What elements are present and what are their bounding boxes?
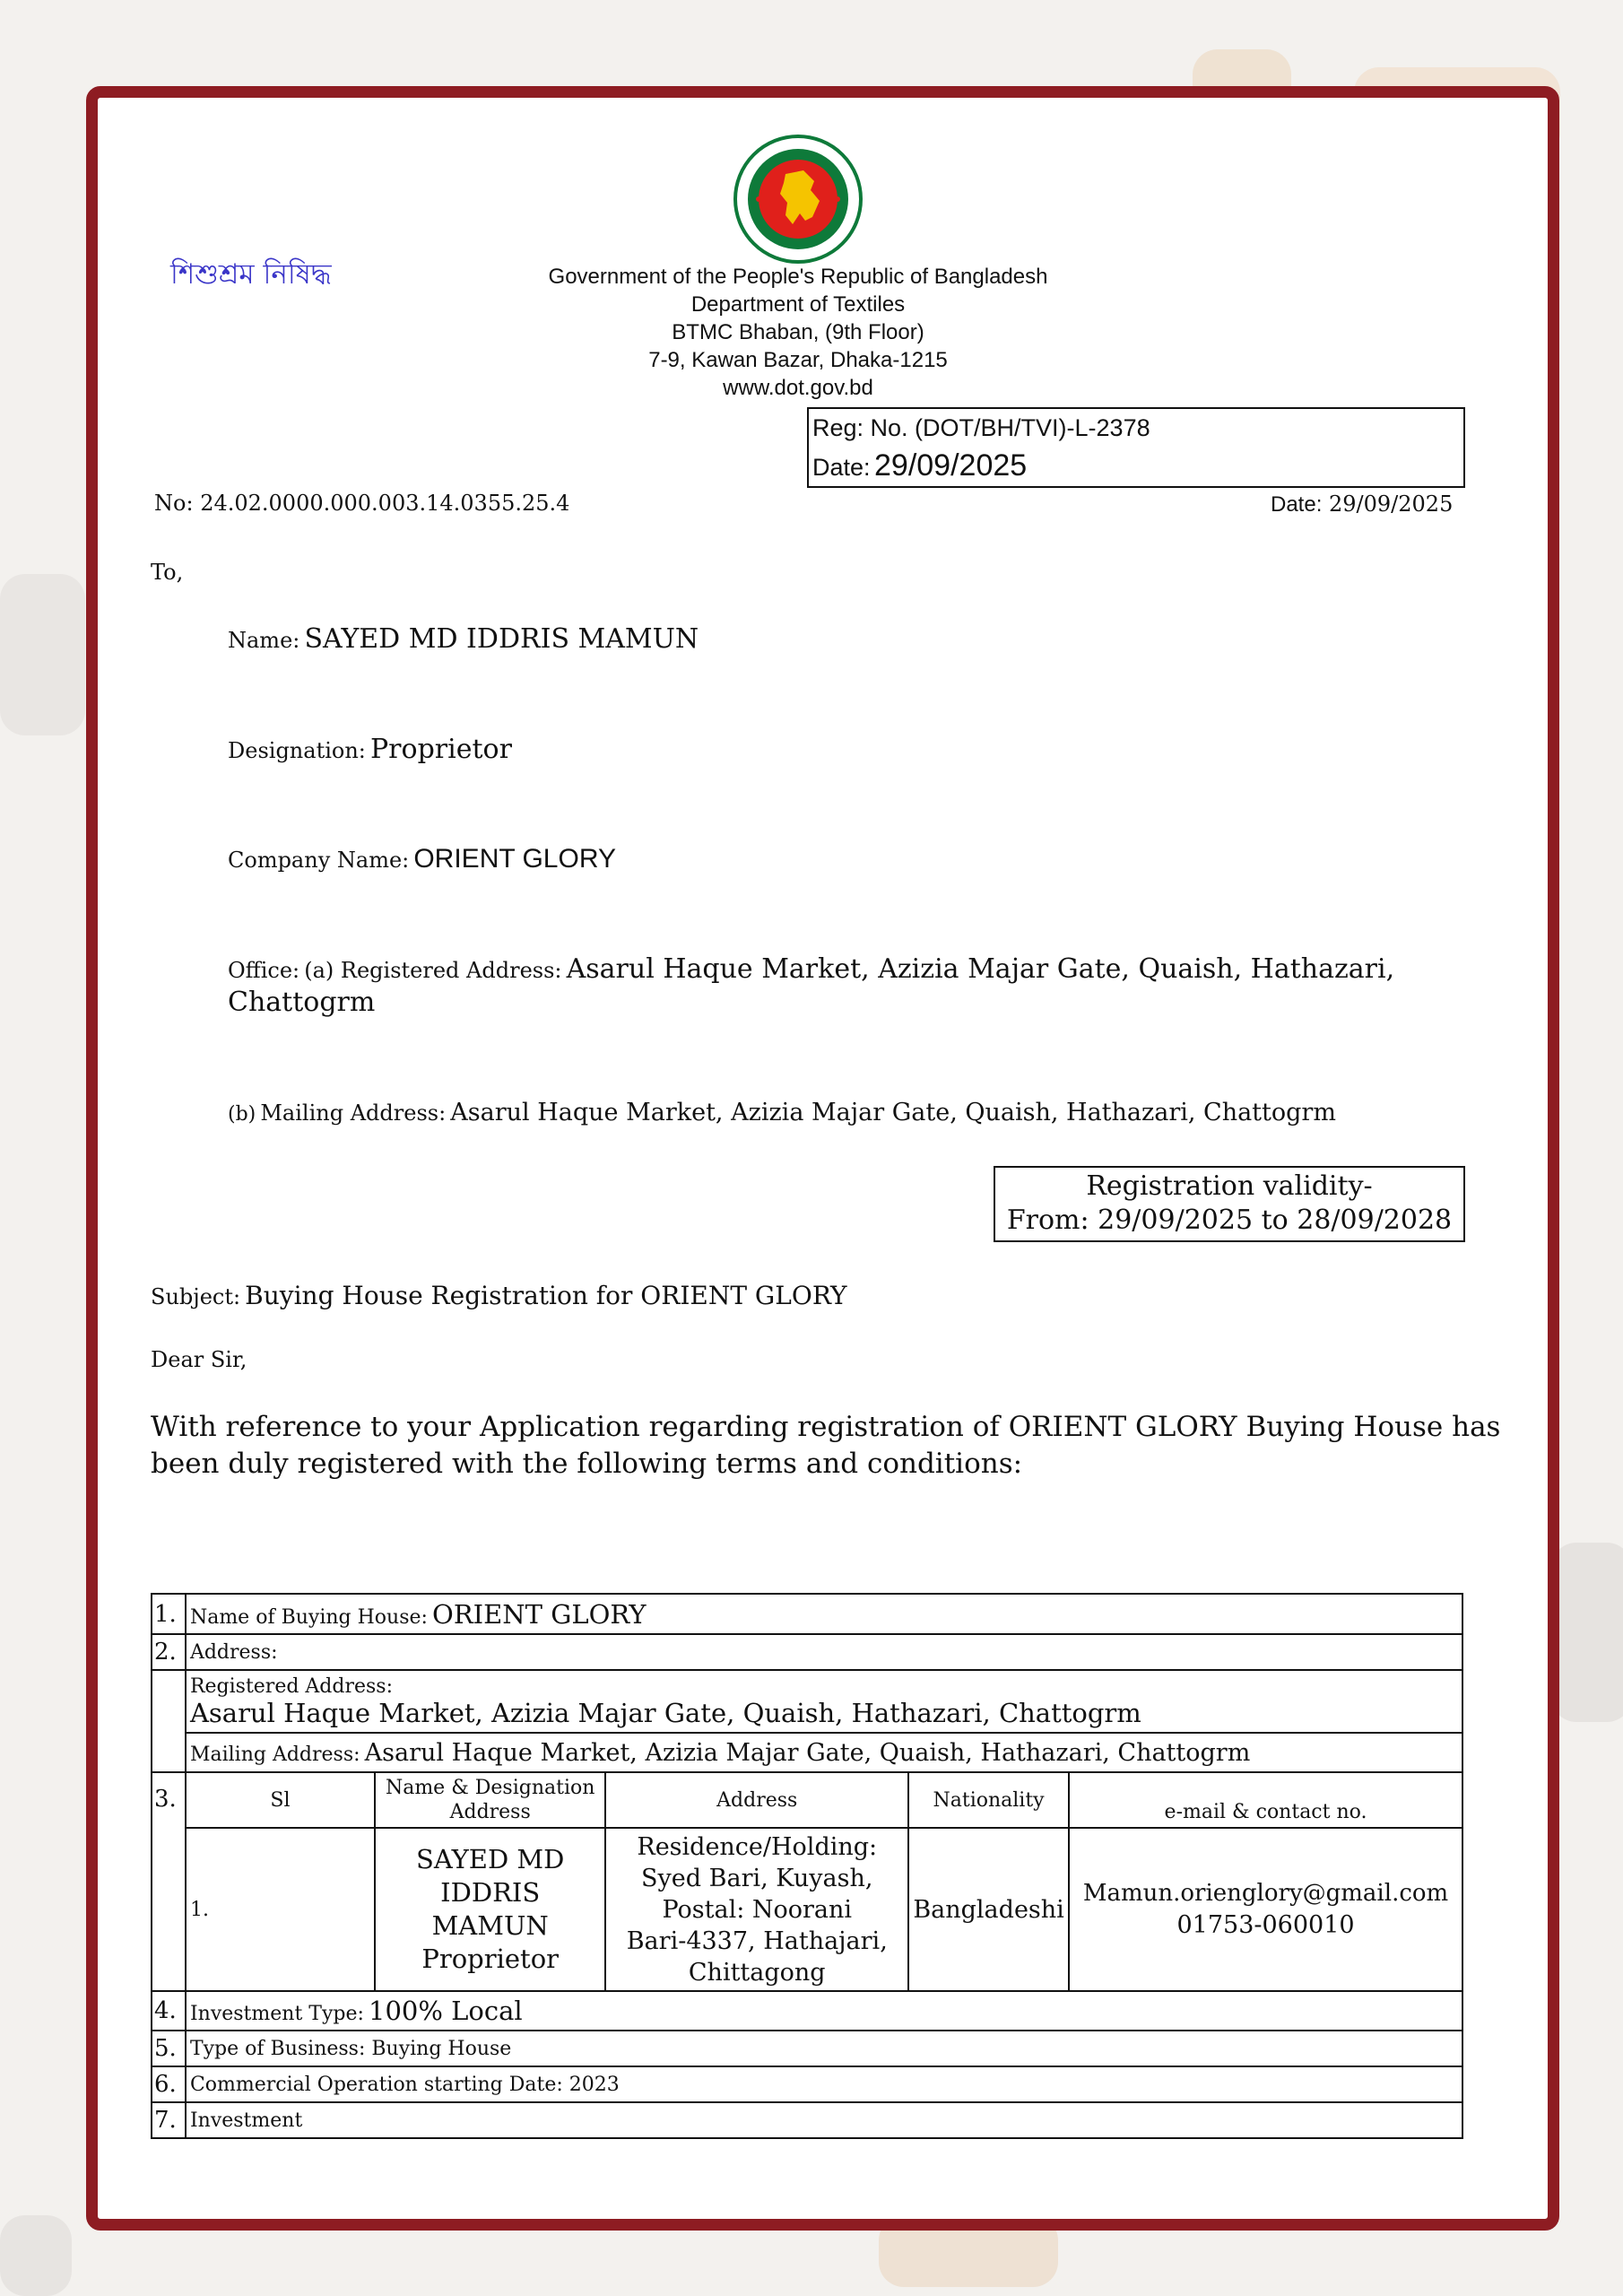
letter-date-label: Date: xyxy=(1271,492,1323,517)
company-label: Company Name: xyxy=(228,848,410,873)
owner-designation: Proprietor xyxy=(421,1944,560,1974)
business-type-cell xyxy=(186,2031,1462,2066)
owner-name-line: IDDRIS xyxy=(440,1877,541,1908)
investment-label: Investment xyxy=(186,2102,1462,2138)
reference-number: 24.02.0000.000.003.14.0355.25.4 xyxy=(200,491,570,516)
investment-type-cell xyxy=(186,1991,1462,2031)
registered-address-line2: Chattogrm xyxy=(228,987,376,1018)
row-number: 7. xyxy=(152,2102,186,2138)
owner-contact-cell xyxy=(1069,1828,1462,1991)
table-mailing-address-label: Mailing Address: xyxy=(189,1743,360,1766)
office-registered-address-row xyxy=(228,953,1394,985)
child-labour-prohibited-slogan: শিশুশ্রম নিষিদ্ধ xyxy=(170,258,332,291)
mailing-prefix: (b) xyxy=(228,1103,256,1126)
operation-start-label: Commercial Operation starting Date: xyxy=(189,2073,563,2096)
header-line-address: 7-9, Kawan Bazar, Dhaka-1215 xyxy=(648,348,948,372)
recipient-name: SAYED MD IDDRIS MAMUN xyxy=(304,623,699,655)
table-row xyxy=(152,2066,1462,2102)
table-row xyxy=(152,2102,1462,2138)
owner-sl: 1. xyxy=(186,1828,375,1991)
column-header-email-contact: e-mail & contact no. xyxy=(1069,1772,1462,1828)
office-label: Office: xyxy=(228,958,300,983)
table-registered-address-label: Registered Address: xyxy=(189,1674,394,1698)
subject-text: Buying House Registration for ORIENT GLORY xyxy=(245,1281,847,1310)
row-number-empty xyxy=(152,1670,186,1772)
table-row xyxy=(152,1634,1462,1670)
registered-address-cell xyxy=(186,1670,1462,1733)
table-row xyxy=(152,1733,1462,1772)
owner-address-line: Syed Bari, Kuyash, xyxy=(641,1864,873,1892)
owner-name-line: MAMUN xyxy=(431,1910,549,1941)
owner-phone: 01753-060010 xyxy=(1176,1911,1355,1939)
table-row xyxy=(152,2031,1462,2066)
operation-start-cell xyxy=(186,2066,1462,2102)
header-line-building: BTMC Bhaban, (9th Floor) xyxy=(672,320,924,344)
background-block xyxy=(1551,1543,1623,1722)
row-number: 4. xyxy=(152,1991,186,2031)
header-line-department: Department of Textiles xyxy=(690,292,906,317)
table-row xyxy=(152,1991,1462,2031)
owner-address-cell xyxy=(605,1828,908,1991)
table-row xyxy=(152,1594,1462,1634)
table-registered-address: Asarul Haque Market, Azizia Majar Gate, Quaish, Hathazari, Chattogrm xyxy=(189,1697,1141,1728)
subject-label: Subject: xyxy=(151,1284,241,1309)
buying-house-name: ORIENT GLORY xyxy=(432,1598,647,1630)
recipient-designation: Proprietor xyxy=(369,734,512,765)
mailing-address: Asarul Haque Market, Azizia Majar Gate, Quaish, Hathazari, Chattogrm xyxy=(450,1099,1336,1126)
column-header-sl: Sl xyxy=(186,1772,375,1828)
designation-label: Designation: xyxy=(228,738,366,763)
row-number: 5. xyxy=(152,2031,186,2066)
registration-date: 29/09/2025 xyxy=(874,448,1028,483)
registration-validity-box xyxy=(994,1166,1465,1242)
operation-start-date: 2023 xyxy=(568,2073,620,2096)
registration-date-label: Date: xyxy=(812,454,871,481)
owner-name-cell xyxy=(375,1828,605,1991)
address-label: Address: xyxy=(186,1634,1462,1670)
letter-date-row xyxy=(1271,491,1453,517)
registration-date-row xyxy=(812,448,1027,483)
name-label: Name: xyxy=(228,628,300,653)
owner-address-line: Chittagong xyxy=(688,1958,826,1987)
letter-date: 29/09/2025 xyxy=(1329,491,1454,517)
body-line-1: With reference to your Application regarding registration of ORIENT GLORY Buying House has xyxy=(151,1411,1501,1443)
investment-type: 100% Local xyxy=(369,1996,523,2026)
row-number: 3. xyxy=(152,1772,186,1991)
background-block xyxy=(0,2215,72,2296)
validity-title: Registration validity- xyxy=(1086,1170,1373,1202)
business-type: Buying House xyxy=(371,2037,512,2060)
mailing-address-cell xyxy=(186,1733,1462,1772)
header-line-government: Government of the People's Republic of Bangladesh xyxy=(548,265,1048,289)
row-number: 2. xyxy=(152,1634,186,1670)
buying-house-name-cell xyxy=(186,1594,1462,1634)
to-label: To, xyxy=(151,560,184,585)
recipient-company: ORIENT GLORY xyxy=(413,844,616,874)
owner-address-line: Residence/Holding: xyxy=(637,1832,878,1861)
table-header-row xyxy=(152,1772,1462,1828)
column-header-name-designation: Name & Designation Address xyxy=(375,1772,605,1828)
row-number: 1. xyxy=(152,1594,186,1634)
body-line-2: been duly registered with the following terms and conditions: xyxy=(151,1448,1023,1480)
investment-type-label: Investment Type: xyxy=(189,2003,364,2025)
header-line-website: www.dot.gov.bd xyxy=(723,376,873,400)
row-number: 6. xyxy=(152,2066,186,2102)
owner-address-line: Bari-4337, Hathajari, xyxy=(626,1926,888,1955)
owner-nationality: Bangladeshi xyxy=(908,1828,1069,1991)
registered-address-line1: Asarul Haque Market, Azizia Majar Gate, Quaish, Hathazari, xyxy=(566,953,1395,985)
background-block xyxy=(0,574,85,735)
buying-house-name-label: Name of Buying House: xyxy=(189,1605,428,1629)
registration-number-box xyxy=(807,407,1465,488)
table-row xyxy=(152,1670,1462,1733)
business-type-label: Type of Business: xyxy=(189,2037,366,2060)
salutation: Dear Sir, xyxy=(151,1347,247,1372)
mailing-address-row xyxy=(228,1099,1336,1126)
mailing-address-label: Mailing Address: xyxy=(260,1100,447,1126)
owner-name-line: SAYED MD xyxy=(416,1844,565,1874)
terms-table xyxy=(151,1593,1463,2139)
column-header-address: Address xyxy=(605,1772,908,1828)
name-row xyxy=(228,623,699,655)
company-row xyxy=(228,844,616,874)
table-mailing-address: Asarul Haque Market, Azizia Majar Gate, Quaish, Hathazari, Chattogrm xyxy=(364,1738,1251,1767)
owner-email: Mamun.orienglory@gmail.com xyxy=(1082,1880,1449,1907)
designation-row xyxy=(228,734,512,765)
subject-row xyxy=(151,1281,847,1310)
validity-period: From: 29/09/2025 to 28/09/2028 xyxy=(1006,1205,1453,1236)
registered-address-label: (a) Registered Address: xyxy=(304,958,562,983)
column-header-nationality: Nationality xyxy=(908,1772,1069,1828)
owner-address-line: Postal: Noorani xyxy=(662,1895,853,1924)
reference-number-label: No: xyxy=(154,491,194,516)
table-row xyxy=(152,1828,1462,1991)
registration-number: Reg: No. (DOT/BH/TVI)-L-2378 xyxy=(812,414,1150,441)
reference-number-row xyxy=(154,491,569,516)
government-seal-icon xyxy=(733,135,863,264)
